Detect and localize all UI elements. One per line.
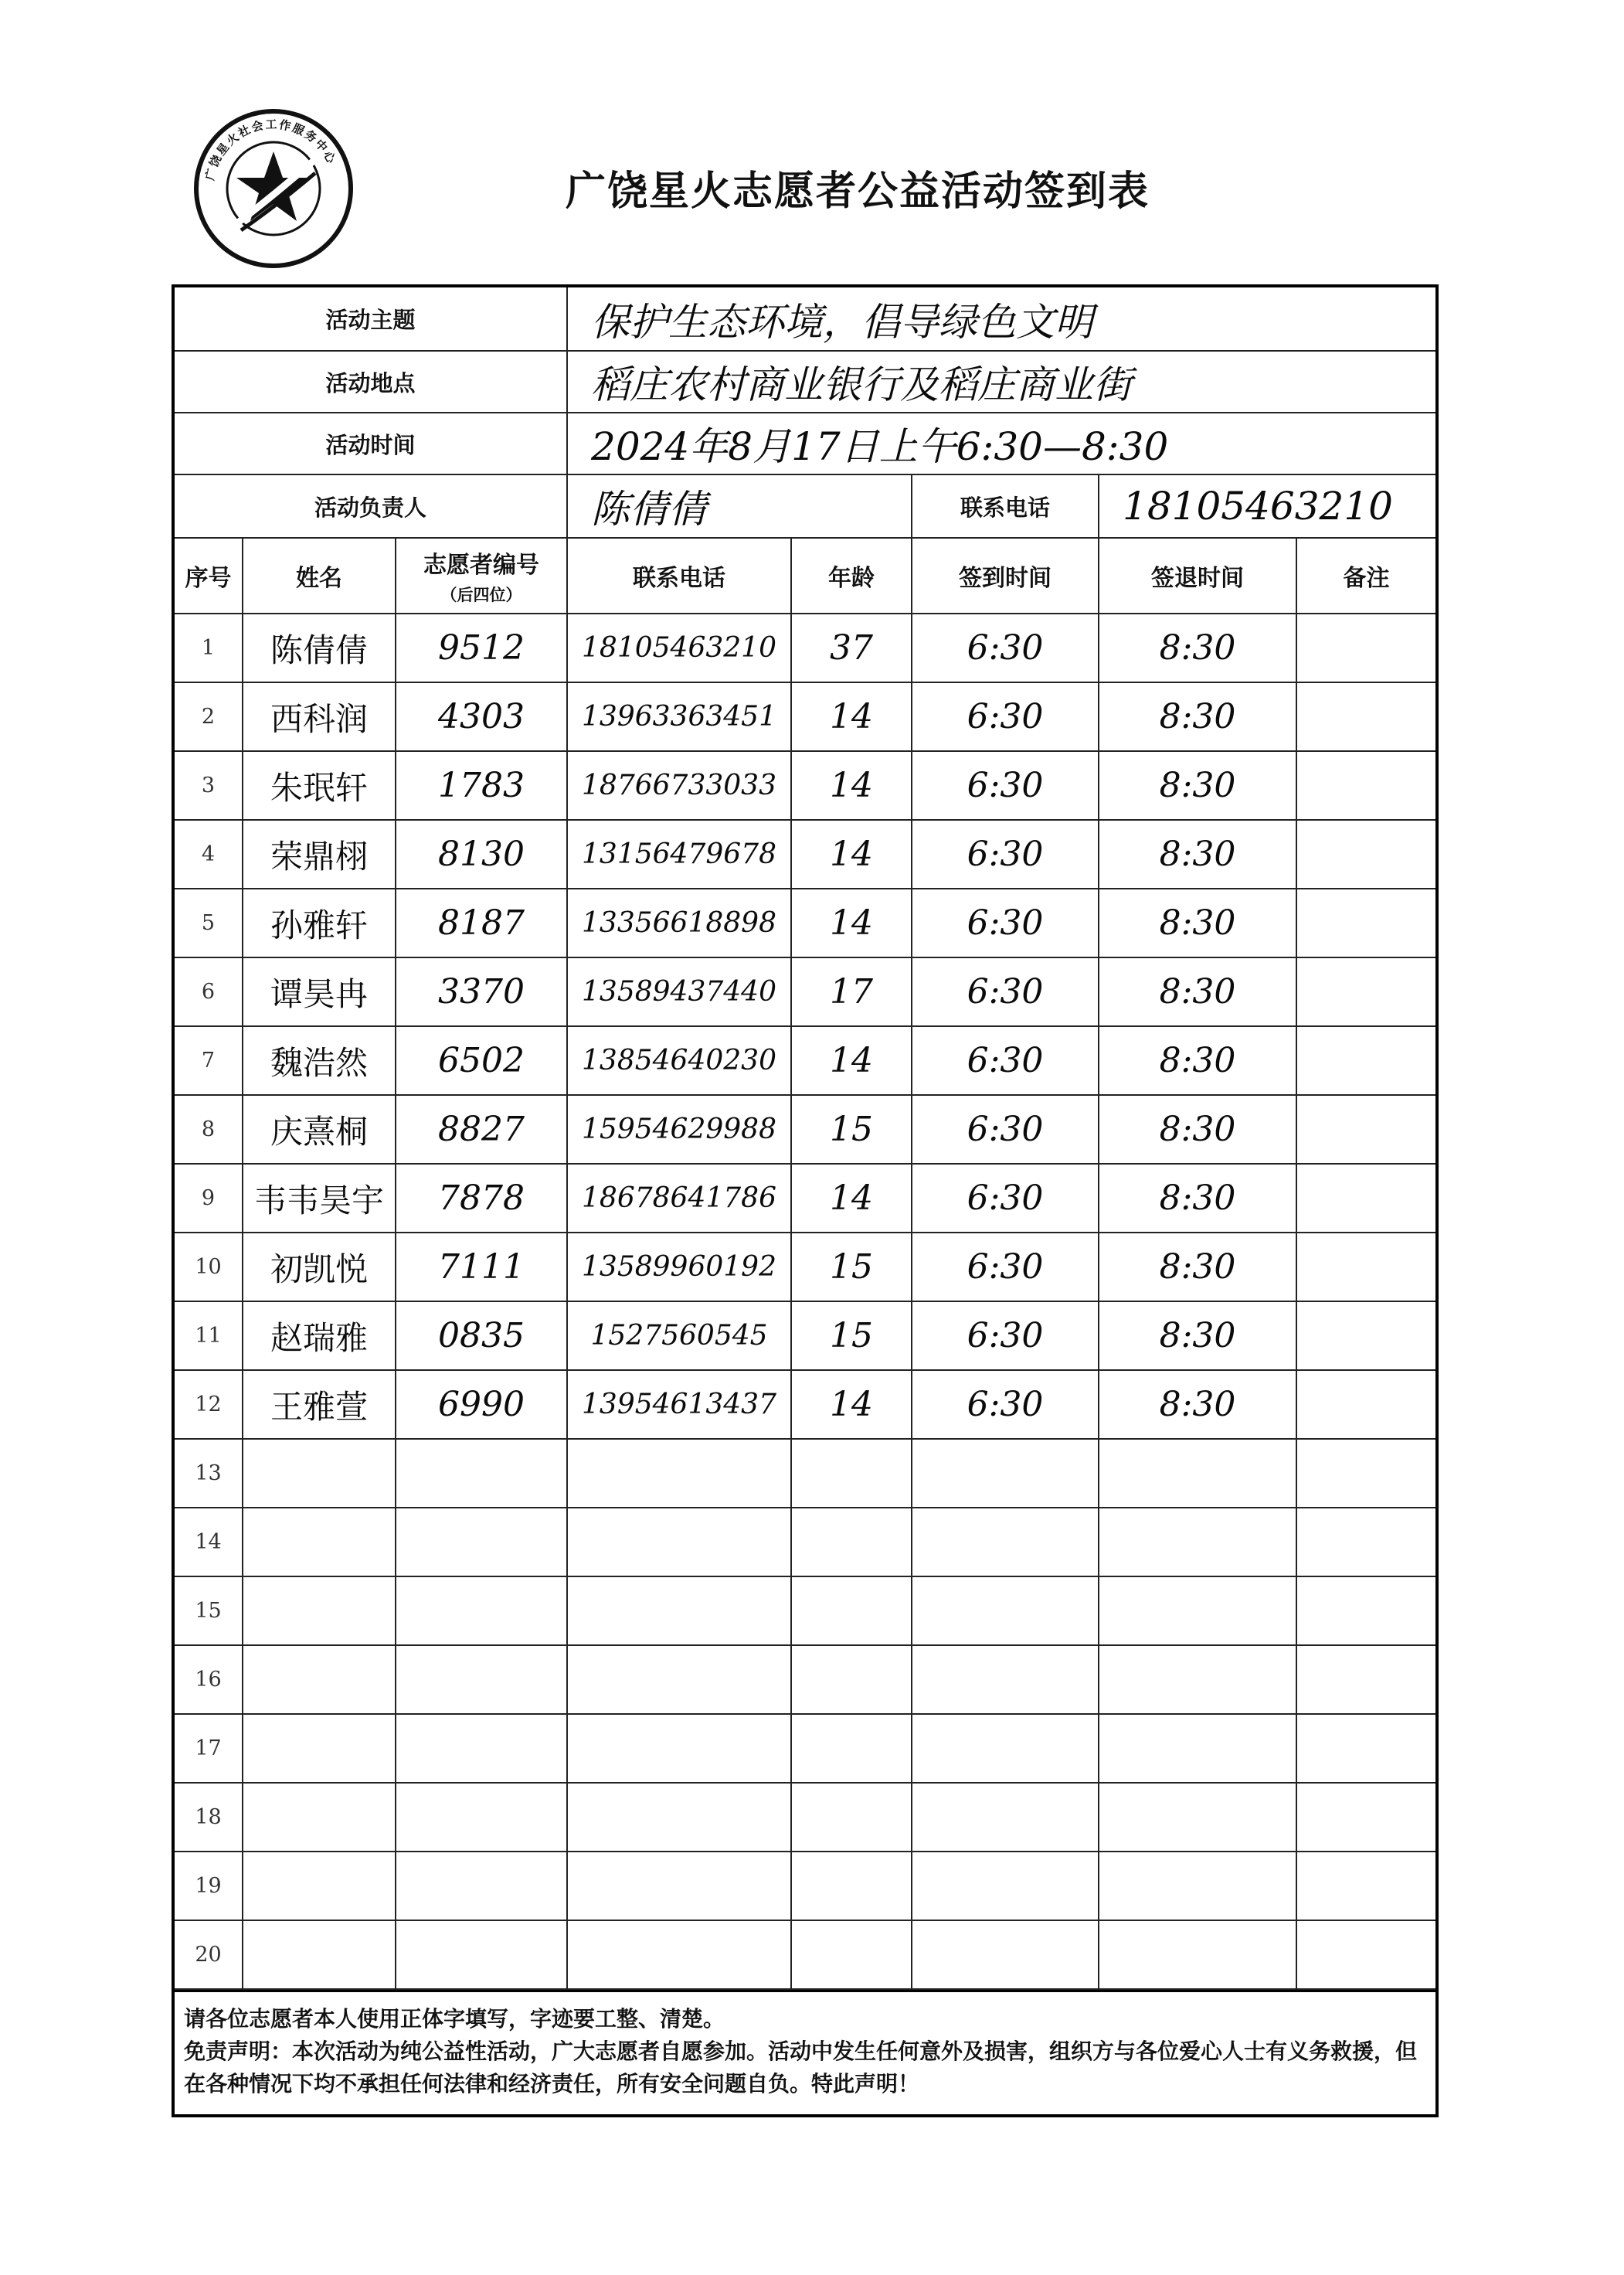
row-index: 12	[175, 1370, 243, 1439]
row-age: 14	[791, 889, 912, 957]
row-sign-in-time: 6:30	[912, 957, 1099, 1026]
row-remark	[1296, 1301, 1435, 1370]
row-index: 20	[175, 1920, 243, 1989]
row-age: 14	[791, 820, 912, 889]
row-sign-out-time	[1099, 1576, 1296, 1645]
row-volunteer-no: 6502	[396, 1026, 567, 1095]
row-sign-in-time: 6:30	[912, 1370, 1099, 1439]
row-volunteer-no	[396, 1714, 567, 1783]
table-row	[175, 1370, 1435, 1439]
row-phone: 13589437440	[567, 957, 791, 1026]
activity-info-table	[175, 287, 1435, 1990]
row-volunteer-no: 9512	[396, 614, 567, 682]
row-volunteer-no: 0835	[396, 1301, 567, 1370]
row-volunteer-no	[396, 1852, 567, 1920]
row-volunteer-no: 7111	[396, 1233, 567, 1301]
disclaimer-text: 免责声明：本次活动为纯公益性活动，广大志愿者自愿参加。活动中发生任何意外及损害，组织方与各位爱心人士有义务救援，但在各种情况下均不承担任何法律和经济责任，所有安全问题自负。特此声明！	[184, 2039, 1418, 2096]
row-name	[243, 1783, 396, 1852]
row-phone: 13589960192	[567, 1233, 791, 1301]
row-phone	[567, 1645, 791, 1714]
row-age: 17	[791, 957, 912, 1026]
page-title: 广饶星火志愿者公益活动签到表	[565, 168, 1150, 215]
table-header-row	[175, 538, 1435, 614]
row-name	[243, 1576, 396, 1645]
row-sign-in-time	[912, 1508, 1099, 1576]
row-index: 11	[175, 1301, 243, 1370]
row-sign-out-time: 8:30	[1099, 1164, 1296, 1233]
row-name	[243, 1920, 396, 1989]
row-phone: 18678641786	[567, 1164, 791, 1233]
activity-leader-label: 活动负责人	[175, 474, 567, 538]
row-remark	[1296, 751, 1435, 820]
row-remark	[1296, 1370, 1435, 1439]
row-volunteer-no	[396, 1508, 567, 1576]
row-sign-in-time: 6:30	[912, 1301, 1099, 1370]
row-volunteer-no	[396, 1576, 567, 1645]
table-row	[175, 1508, 1435, 1576]
row-remark	[1296, 1439, 1435, 1508]
table-row	[175, 1783, 1435, 1852]
row-index: 19	[175, 1852, 243, 1920]
row-name: 陈倩倩	[243, 614, 396, 682]
row-age	[791, 1920, 912, 1989]
table-row	[175, 1714, 1435, 1783]
row-index: 10	[175, 1233, 243, 1301]
row-remark	[1296, 682, 1435, 751]
row-sign-in-time: 6:30	[912, 889, 1099, 957]
row-volunteer-no	[396, 1920, 567, 1989]
row-sign-in-time	[912, 1645, 1099, 1714]
writing-instruction: 请各位志愿者本人使用正体字填写，字迹要工整、清楚。	[184, 2006, 725, 2032]
volunteer-rows	[175, 614, 1435, 1989]
row-name: 赵瑞雅	[243, 1301, 396, 1370]
row-name: 初凯悦	[243, 1233, 396, 1301]
header-sign-out: 签退时间	[1099, 538, 1296, 614]
row-remark	[1296, 1026, 1435, 1095]
row-age	[791, 1714, 912, 1783]
row-sign-out-time: 8:30	[1099, 614, 1296, 682]
row-index: 9	[175, 1164, 243, 1233]
row-remark	[1296, 1233, 1435, 1301]
header-phone: 联系电话	[567, 538, 791, 614]
row-sign-out-time: 8:30	[1099, 820, 1296, 889]
activity-theme-value: 保护生态环境，倡导绿色文明	[567, 287, 1435, 351]
row-sign-in-time	[912, 1439, 1099, 1508]
row-name: 魏浩然	[243, 1026, 396, 1095]
table-row	[175, 1439, 1435, 1508]
row-phone: 18766733033	[567, 751, 791, 820]
row-age	[791, 1645, 912, 1714]
row-sign-out-time: 8:30	[1099, 1301, 1296, 1370]
row-name: 荣鼎栩	[243, 820, 396, 889]
row-age: 14	[791, 751, 912, 820]
organization-seal-logo	[192, 107, 355, 270]
row-volunteer-no: 6990	[396, 1370, 567, 1439]
row-phone: 18105463210	[567, 614, 791, 682]
row-index: 13	[175, 1439, 243, 1508]
row-phone: 13356618898	[567, 889, 791, 957]
row-remark	[1296, 1920, 1435, 1989]
row-age: 15	[791, 1233, 912, 1301]
row-sign-in-time	[912, 1783, 1099, 1852]
header-age: 年龄	[791, 538, 912, 614]
activity-time-row	[175, 413, 1435, 474]
row-sign-in-time: 6:30	[912, 1095, 1099, 1164]
table-row	[175, 1164, 1435, 1233]
row-volunteer-no: 8130	[396, 820, 567, 889]
row-remark	[1296, 1508, 1435, 1576]
table-row	[175, 957, 1435, 1026]
row-age: 15	[791, 1301, 912, 1370]
row-sign-in-time: 6:30	[912, 1026, 1099, 1095]
row-name	[243, 1645, 396, 1714]
table-row	[175, 614, 1435, 682]
row-age: 15	[791, 1095, 912, 1164]
row-volunteer-no: 8187	[396, 889, 567, 957]
row-phone	[567, 1920, 791, 1989]
row-sign-out-time	[1099, 1783, 1296, 1852]
row-phone	[567, 1714, 791, 1783]
row-volunteer-no	[396, 1439, 567, 1508]
row-phone	[567, 1783, 791, 1852]
leader-phone-label: 联系电话	[912, 474, 1099, 538]
row-phone	[567, 1508, 791, 1576]
activity-leader-row	[175, 474, 1435, 538]
row-age: 14	[791, 1164, 912, 1233]
row-index: 16	[175, 1645, 243, 1714]
row-sign-out-time	[1099, 1920, 1296, 1989]
header-name: 姓名	[243, 538, 396, 614]
table-row	[175, 1645, 1435, 1714]
row-volunteer-no: 8827	[396, 1095, 567, 1164]
row-sign-out-time	[1099, 1645, 1296, 1714]
row-remark	[1296, 957, 1435, 1026]
header-volunteer-no-sub: （后四位）	[440, 586, 522, 604]
row-sign-out-time: 8:30	[1099, 1026, 1296, 1095]
row-phone: 1527560545	[567, 1301, 791, 1370]
row-remark	[1296, 1852, 1435, 1920]
table-row	[175, 1095, 1435, 1164]
row-remark	[1296, 820, 1435, 889]
row-index: 2	[175, 682, 243, 751]
activity-time-value: 2024年8月17日上午6:30—8:30	[567, 413, 1435, 474]
row-remark	[1296, 1714, 1435, 1783]
row-sign-out-time: 8:30	[1099, 957, 1296, 1026]
row-age	[791, 1852, 912, 1920]
activity-location-row	[175, 351, 1435, 413]
row-sign-out-time: 8:30	[1099, 1095, 1296, 1164]
header-volunteer-no	[396, 538, 567, 614]
row-volunteer-no: 3370	[396, 957, 567, 1026]
row-index: 17	[175, 1714, 243, 1783]
activity-theme-row	[175, 287, 1435, 351]
row-age	[791, 1439, 912, 1508]
header-remark: 备注	[1296, 538, 1435, 614]
table-row	[175, 1852, 1435, 1920]
row-remark	[1296, 1783, 1435, 1852]
row-phone: 13854640230	[567, 1026, 791, 1095]
notes-section	[175, 1990, 1435, 2100]
table-row	[175, 820, 1435, 889]
row-name: 谭昊冉	[243, 957, 396, 1026]
row-index: 7	[175, 1026, 243, 1095]
row-index: 8	[175, 1095, 243, 1164]
sign-in-sheet	[172, 284, 1439, 2117]
row-sign-in-time	[912, 1576, 1099, 1645]
row-sign-out-time	[1099, 1714, 1296, 1783]
row-sign-out-time: 8:30	[1099, 751, 1296, 820]
row-remark	[1296, 1576, 1435, 1645]
row-age: 14	[791, 1370, 912, 1439]
row-index: 15	[175, 1576, 243, 1645]
row-remark	[1296, 1645, 1435, 1714]
table-row	[175, 682, 1435, 751]
row-phone: 13963363451	[567, 682, 791, 751]
row-age: 14	[791, 1026, 912, 1095]
row-sign-in-time: 6:30	[912, 614, 1099, 682]
row-name: 朱珉轩	[243, 751, 396, 820]
row-age: 37	[791, 614, 912, 682]
leader-phone-value: 18105463210	[1099, 474, 1435, 538]
row-sign-out-time: 8:30	[1099, 889, 1296, 957]
row-index: 3	[175, 751, 243, 820]
row-sign-in-time	[912, 1920, 1099, 1989]
row-volunteer-no	[396, 1783, 567, 1852]
row-sign-out-time	[1099, 1852, 1296, 1920]
activity-location-value: 稻庄农村商业银行及稻庄商业街	[567, 351, 1435, 413]
table-row	[175, 1233, 1435, 1301]
row-age	[791, 1508, 912, 1576]
row-sign-in-time	[912, 1852, 1099, 1920]
row-name	[243, 1852, 396, 1920]
header-sign-in: 签到时间	[912, 538, 1099, 614]
row-sign-out-time: 8:30	[1099, 1370, 1296, 1439]
table-row	[175, 751, 1435, 820]
row-index: 1	[175, 614, 243, 682]
row-name: 庆熹桐	[243, 1095, 396, 1164]
table-row	[175, 1920, 1435, 1989]
row-sign-out-time: 8:30	[1099, 682, 1296, 751]
row-sign-in-time: 6:30	[912, 1164, 1099, 1233]
row-sign-out-time: 8:30	[1099, 1233, 1296, 1301]
row-index: 5	[175, 889, 243, 957]
row-remark	[1296, 1164, 1435, 1233]
row-age	[791, 1783, 912, 1852]
row-phone	[567, 1852, 791, 1920]
row-name: 孙雅轩	[243, 889, 396, 957]
row-volunteer-no: 4303	[396, 682, 567, 751]
row-sign-in-time: 6:30	[912, 820, 1099, 889]
header-index: 序号	[175, 538, 243, 614]
table-row	[175, 1026, 1435, 1095]
row-index: 18	[175, 1783, 243, 1852]
row-sign-out-time	[1099, 1508, 1296, 1576]
activity-leader-value: 陈倩倩	[567, 474, 912, 538]
activity-theme-label: 活动主题	[175, 287, 567, 351]
row-volunteer-no: 7878	[396, 1164, 567, 1233]
row-name: 韦韦昊宇	[243, 1164, 396, 1233]
row-sign-in-time: 6:30	[912, 1233, 1099, 1301]
row-sign-in-time	[912, 1714, 1099, 1783]
row-index: 4	[175, 820, 243, 889]
row-remark	[1296, 614, 1435, 682]
row-sign-in-time: 6:30	[912, 751, 1099, 820]
row-volunteer-no	[396, 1645, 567, 1714]
activity-location-label: 活动地点	[175, 351, 567, 413]
table-row	[175, 1576, 1435, 1645]
table-row	[175, 889, 1435, 957]
row-phone	[567, 1576, 791, 1645]
row-index: 14	[175, 1508, 243, 1576]
table-row	[175, 1301, 1435, 1370]
header-volunteer-no-main: 志愿者编号	[423, 552, 539, 579]
row-remark	[1296, 889, 1435, 957]
row-phone: 13954613437	[567, 1370, 791, 1439]
row-name	[243, 1714, 396, 1783]
row-volunteer-no: 1783	[396, 751, 567, 820]
activity-time-label: 活动时间	[175, 413, 567, 474]
row-phone	[567, 1439, 791, 1508]
row-name: 西科润	[243, 682, 396, 751]
row-phone: 15954629988	[567, 1095, 791, 1164]
row-remark	[1296, 1095, 1435, 1164]
row-index: 6	[175, 957, 243, 1026]
row-name	[243, 1508, 396, 1576]
svg-text:广饶星火社会工作服务中心: 广饶星火社会工作服务中心	[202, 117, 339, 182]
row-sign-in-time: 6:30	[912, 682, 1099, 751]
row-sign-out-time	[1099, 1439, 1296, 1508]
row-phone: 13156479678	[567, 820, 791, 889]
row-age: 14	[791, 682, 912, 751]
row-name	[243, 1439, 396, 1508]
row-age	[791, 1576, 912, 1645]
row-name: 王雅萱	[243, 1370, 396, 1439]
